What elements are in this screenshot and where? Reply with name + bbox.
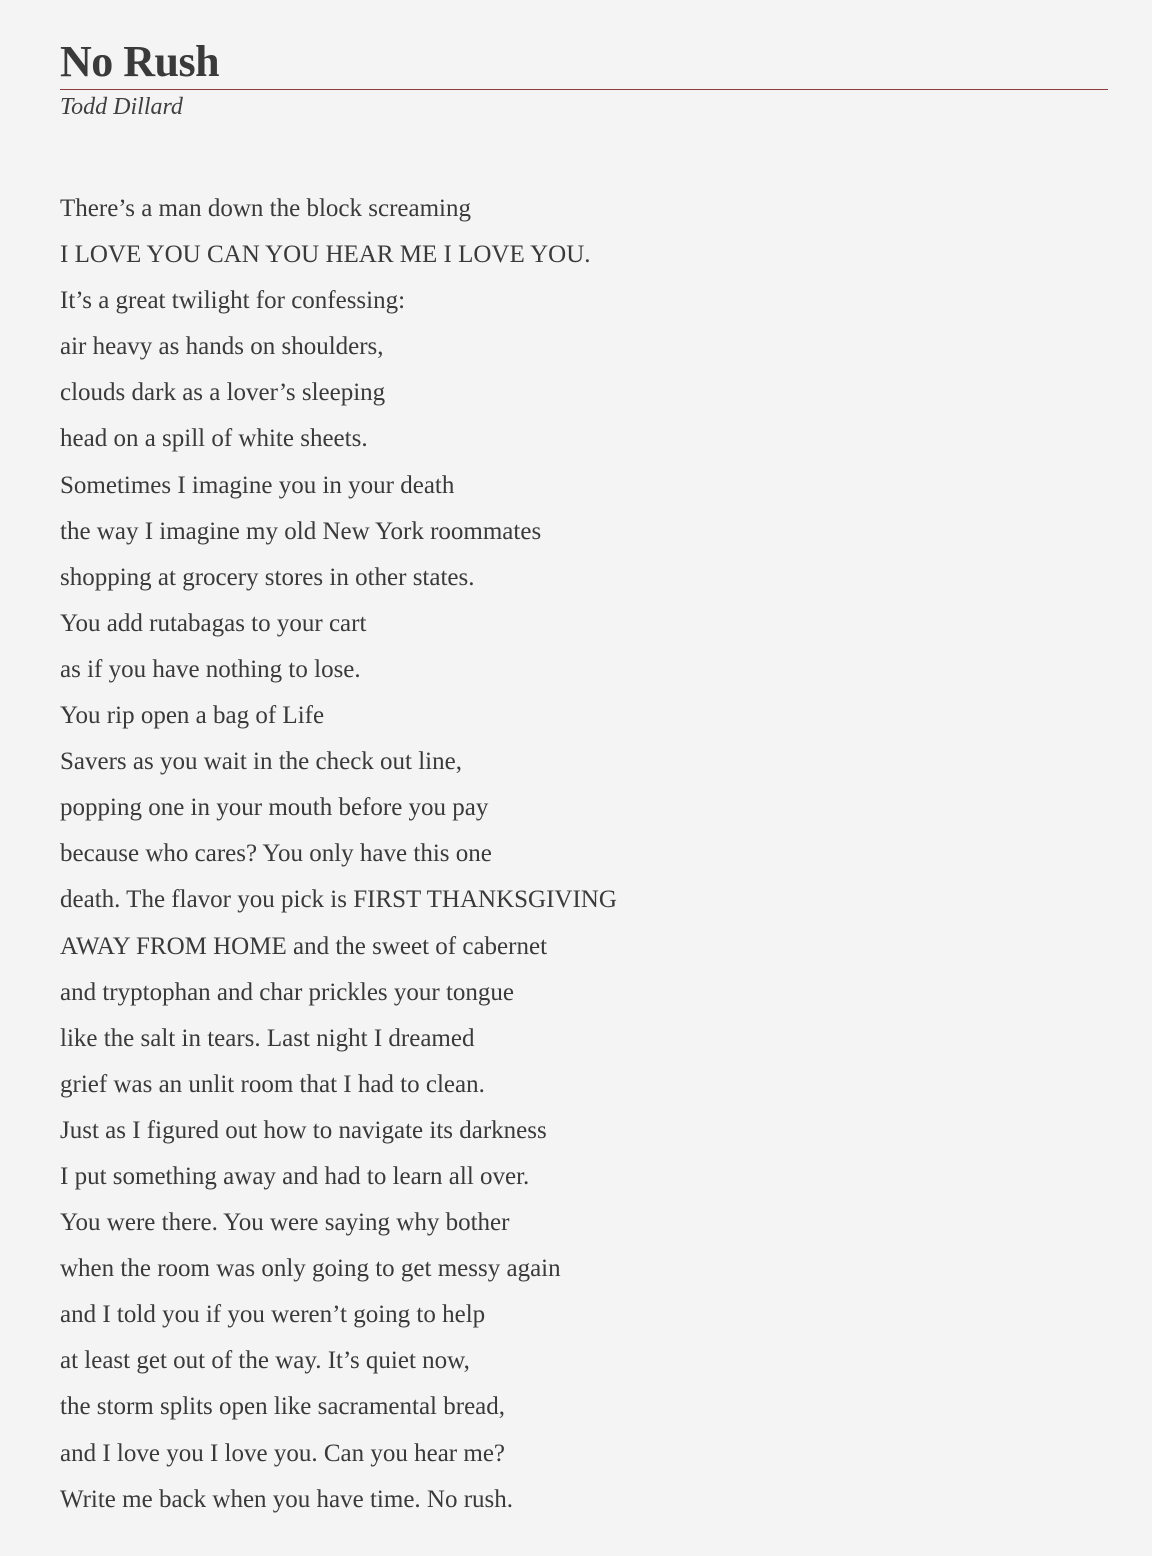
poem-line: Write me back when you have time. No rush. <box>60 1485 514 1513</box>
poem-line: death. The flavor you pick is FIRST THANKSGIVING <box>60 886 617 914</box>
poem-line: popping one in your mouth before you pay <box>60 794 489 822</box>
poem-line: and I love you I love you. Can you hear me? <box>60 1439 506 1467</box>
poem-line: You add rutabagas to your cart <box>60 609 367 637</box>
poem-line: because who cares? You only have this one <box>60 840 492 868</box>
poem-line: It’s a great twilight for confessing: <box>60 287 406 315</box>
poem-author: Todd Dillard <box>60 94 183 120</box>
poem-page <box>60 0 1108 1513</box>
poem-line: I put something away and had to learn all over. <box>60 1162 530 1190</box>
poem-line: There’s a man down the block screaming <box>60 195 471 222</box>
poem-line: at least get out of the way. It’s quiet now, <box>60 1347 470 1375</box>
poem-line: grief was an unlit room that I had to clean. <box>60 1070 485 1098</box>
poem-line: AWAY FROM HOME and the sweet of cabernet <box>60 932 548 960</box>
poem-line: Sometimes I imagine you in your death <box>60 471 455 499</box>
poem-body <box>60 186 617 1523</box>
poem-line: head on a spill of white sheets. <box>60 425 368 453</box>
poem-line: You rip open a bag of Life <box>60 702 325 730</box>
poem-line: and tryptophan and char prickles your tongue <box>60 978 515 1006</box>
poem-line: shopping at grocery stores in other states. <box>60 563 475 591</box>
poem-line: I LOVE YOU CAN YOU HEAR ME I LOVE YOU. <box>60 241 591 269</box>
poem-line: when the room was only going to get messy again <box>60 1255 561 1283</box>
poem-line: clouds dark as a lover’s sleeping <box>60 379 386 407</box>
poem-line: the storm splits open like sacramental bread, <box>60 1393 506 1421</box>
poem-line: You were there. You were saying why bother <box>60 1209 510 1237</box>
poem-line: the way I imagine my old New York roommates <box>60 517 542 545</box>
poem-line: as if you have nothing to lose. <box>60 655 361 683</box>
poem-line: like the salt in tears. Last night I dreamed <box>60 1024 475 1052</box>
poem-line: and I told you if you weren’t going to help <box>60 1301 486 1329</box>
poem-line: air heavy as hands on shoulders, <box>60 333 384 361</box>
poem-line: Savers as you wait in the check out line, <box>60 748 462 776</box>
poem-title: No Rush <box>60 37 220 86</box>
poem-line: Just as I figured out how to navigate its darkness <box>60 1116 547 1144</box>
